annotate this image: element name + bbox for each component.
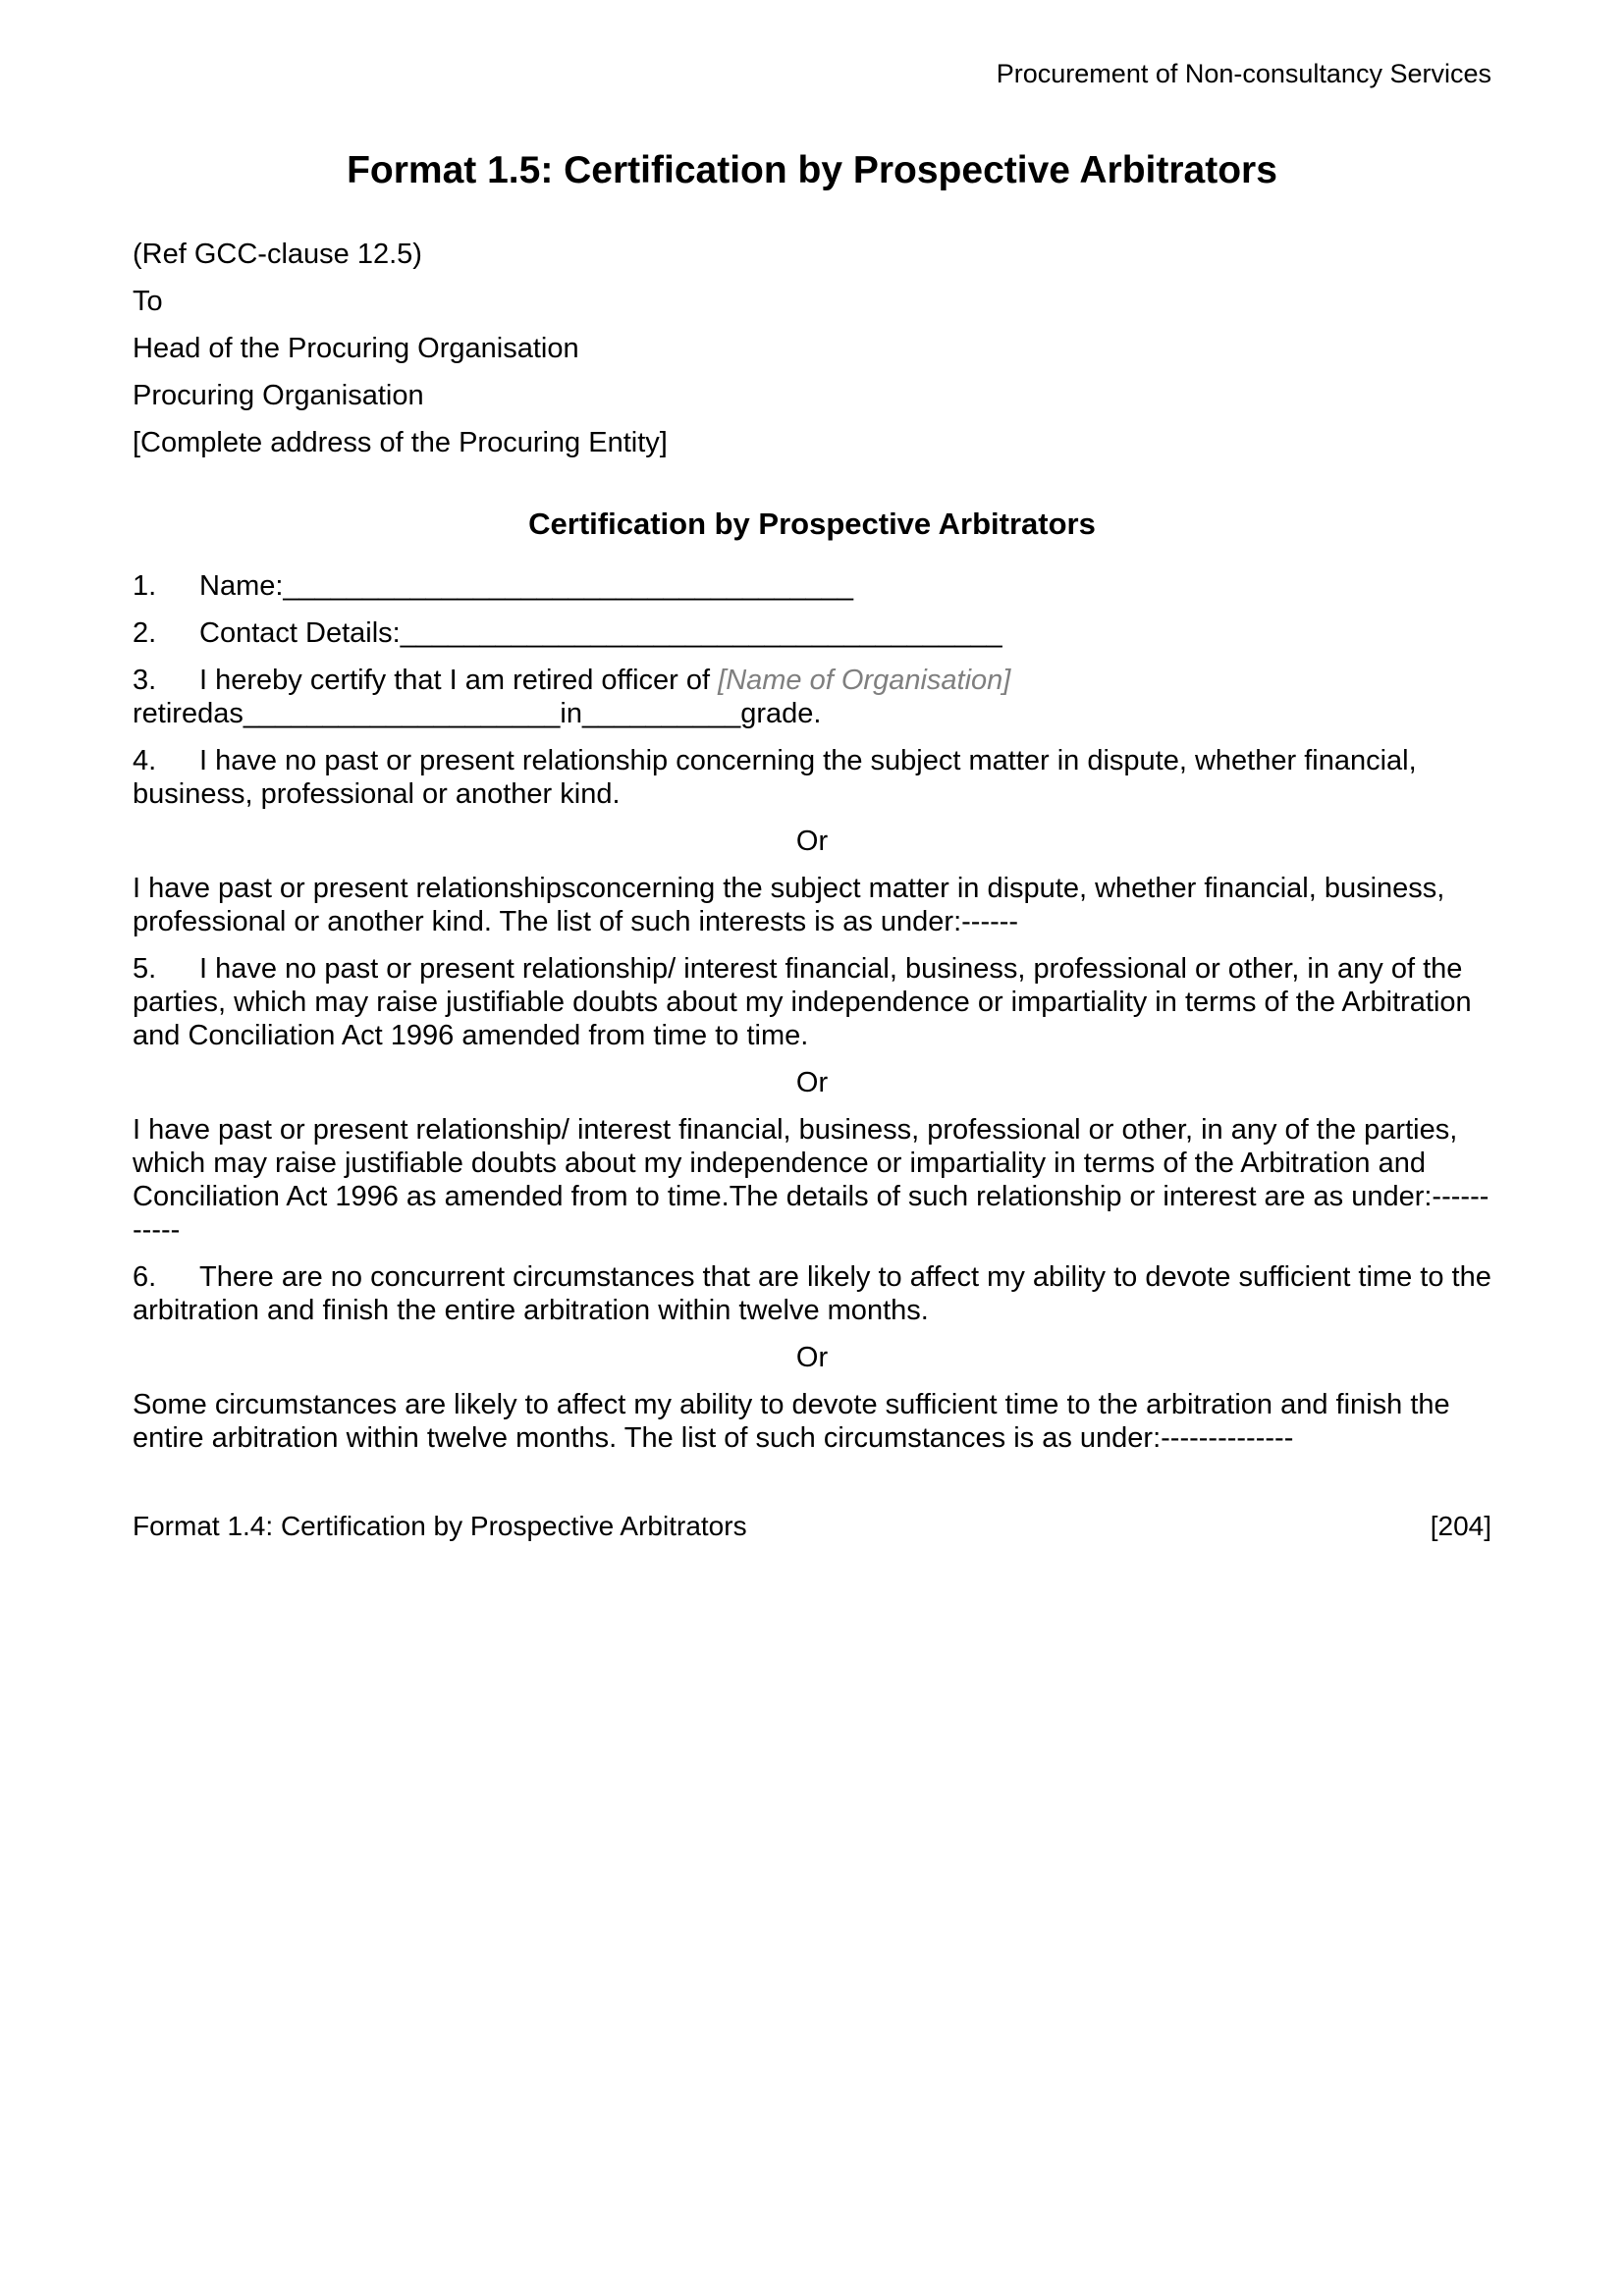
item-4-alternative: I have past or present relationshipsconcerning the subject matter in dispute, whether financial, business, professional or another kind. The list of such interests is as under:------: [133, 873, 1445, 937]
item-3-text-prefix: I hereby certify that I am retired officer of: [199, 665, 719, 696]
footer-format-label: Format 1.4: Certification by Prospective Arbitrators: [133, 1511, 747, 1541]
or-separator-2: Or: [795, 1067, 829, 1098]
item-4: [133, 744, 1491, 811]
item-3-number: 3.: [133, 665, 157, 696]
page-header: [133, 57, 1491, 90]
ref-clause-line: (Ref GCC-clause 12.5): [133, 239, 422, 270]
item-4-text: I have no past or present relationship concerning the subject matter in dispute, whether financial, business, professional or another kind.: [133, 745, 1417, 810]
addressee-line-1: Head of the Procuring Organisation: [133, 333, 579, 364]
footer-page-number: [204]: [1430, 1511, 1491, 1541]
addressee-line-3: [Complete address of the Procuring Entity]: [133, 427, 668, 458]
or-separator-3: Or: [795, 1342, 829, 1373]
item-6-text: There are no concurrent circumstances that are likely to affect my ability to devote sufficient time to the arbitration and finish the entire arbitration within twelve months.: [133, 1261, 1491, 1326]
item-5: [133, 952, 1491, 1052]
item-2-text: Contact Details:______________________________________: [199, 617, 1002, 649]
item-5-number: 5.: [133, 953, 157, 985]
to-line: To: [133, 286, 163, 317]
item-6-alternative: Some circumstances are likely to affect my ability to devote sufficient time to the arbitration and finish the entire arbitration within twelve months. The list of such circumstances is as under:--------------: [133, 1389, 1450, 1454]
item-1-text: Name:____________________________________: [199, 570, 854, 602]
header-text: Procurement of Non-consultancy Services: [996, 59, 1491, 88]
document-title: Format 1.5: Certification by Prospective Arbitrators: [347, 149, 1277, 191]
item-2: [133, 616, 1491, 650]
or-separator-1: Or: [795, 826, 829, 857]
item-3-text-suffix: retiredas____________________in__________grade.: [133, 698, 822, 729]
item-2-number: 2.: [133, 617, 157, 649]
item-5-alternative: I have past or present relationship/ interest financial, business, professional or other, in any of the parties, which may raise justifiable doubts about my independence or impartiality in terms of the Arbitration and Conciliation Act 1996 as amended from to time.The details of such relationship or interest are as under:-----------: [133, 1114, 1489, 1246]
item-5-text: I have no past or present relationship/ interest financial, business, professional or other, in any of the parties, which may raise justifiable doubts about my independence or impartiality in terms of the Arbitration and Conciliation Act 1996 amended from time to time.: [133, 953, 1472, 1051]
item-1-number: 1.: [133, 570, 157, 602]
item-6-number: 6.: [133, 1261, 157, 1293]
item-4-number: 4.: [133, 745, 157, 776]
addressee-line-2: Procuring Organisation: [133, 380, 424, 411]
item-3: [133, 664, 1491, 730]
organisation-name-placeholder: [Name of Organisation]: [718, 665, 1011, 696]
page-footer: [133, 1510, 1491, 1543]
section-heading: Certification by Prospective Arbitrators: [528, 507, 1096, 541]
item-6: [133, 1260, 1491, 1327]
item-1: [133, 569, 1491, 603]
